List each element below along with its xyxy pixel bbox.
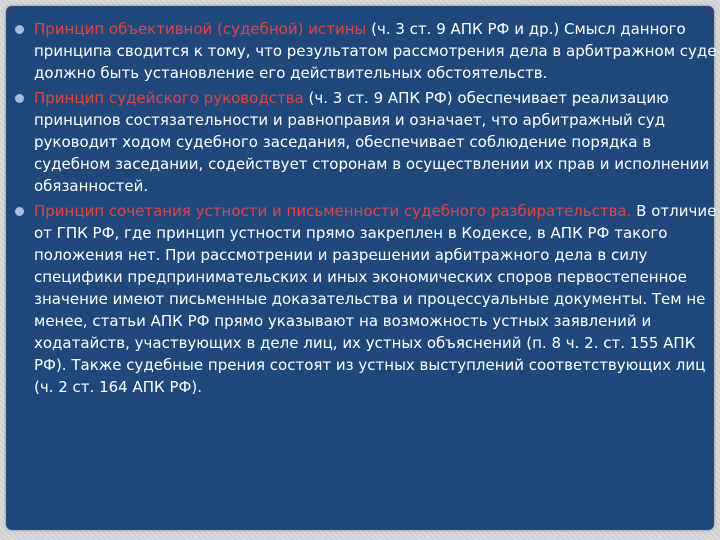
bullet-item-oral-written [14, 200, 718, 398]
principle-text: (ч. 3 ст. 9 АПК РФ) обеспечивает реализацию принципов состязательности и равноправия и означает, что арбитражный суд руководит ходом судебного заседания, обеспечивает соблюдение порядка в судебном заседании, содействует сторонам в осуществлении их прав и исполнении обязанностей. [34, 89, 710, 195]
bullet-dot-icon [15, 94, 24, 103]
principle-heading: Принцип судейского руководства [34, 89, 304, 107]
principle-heading: Принцип сочетания устности и письменности судебного разбирательства. [34, 202, 632, 220]
bullet-item-judicial-guidance [14, 87, 718, 197]
bullet-item-objective-truth [14, 18, 718, 84]
principle-text: В отличие от ГПК РФ, где принцип устности прямо закреплен в Кодексе, в АПК РФ такого положения нет. При рассмотрении и разрешении арбитражного дела в силу специфики предпринимательских и иных экономических споров первостепенное значение имеют письменные доказательства и процессуальные документы. Тем не менее, статьи АПК РФ прямо указывают на возможность устных заявлений и ходатайств, участвующих в деле лиц, их устных объяснений (п. 8 ч. 2. ст. 155 АПК РФ). Также судебные прения состоят из устных выступлений соответствующих лиц (ч. 2 ст. 164 АПК РФ). [34, 202, 717, 396]
bullet-dot-icon [15, 25, 24, 34]
principle-heading: Принцип объективной (судебной) истины [34, 20, 367, 38]
bullet-list [14, 18, 718, 401]
slide-panel [6, 6, 717, 530]
bullet-dot-icon [15, 207, 24, 216]
principle-text: (ч. 3 ст. 9 АПК РФ и др.) Смысл данного принципа сводится к тому, что результатом рассмотрения дела в арбитражном суде должно быть установление его действительных обстоятельств. [34, 20, 717, 82]
